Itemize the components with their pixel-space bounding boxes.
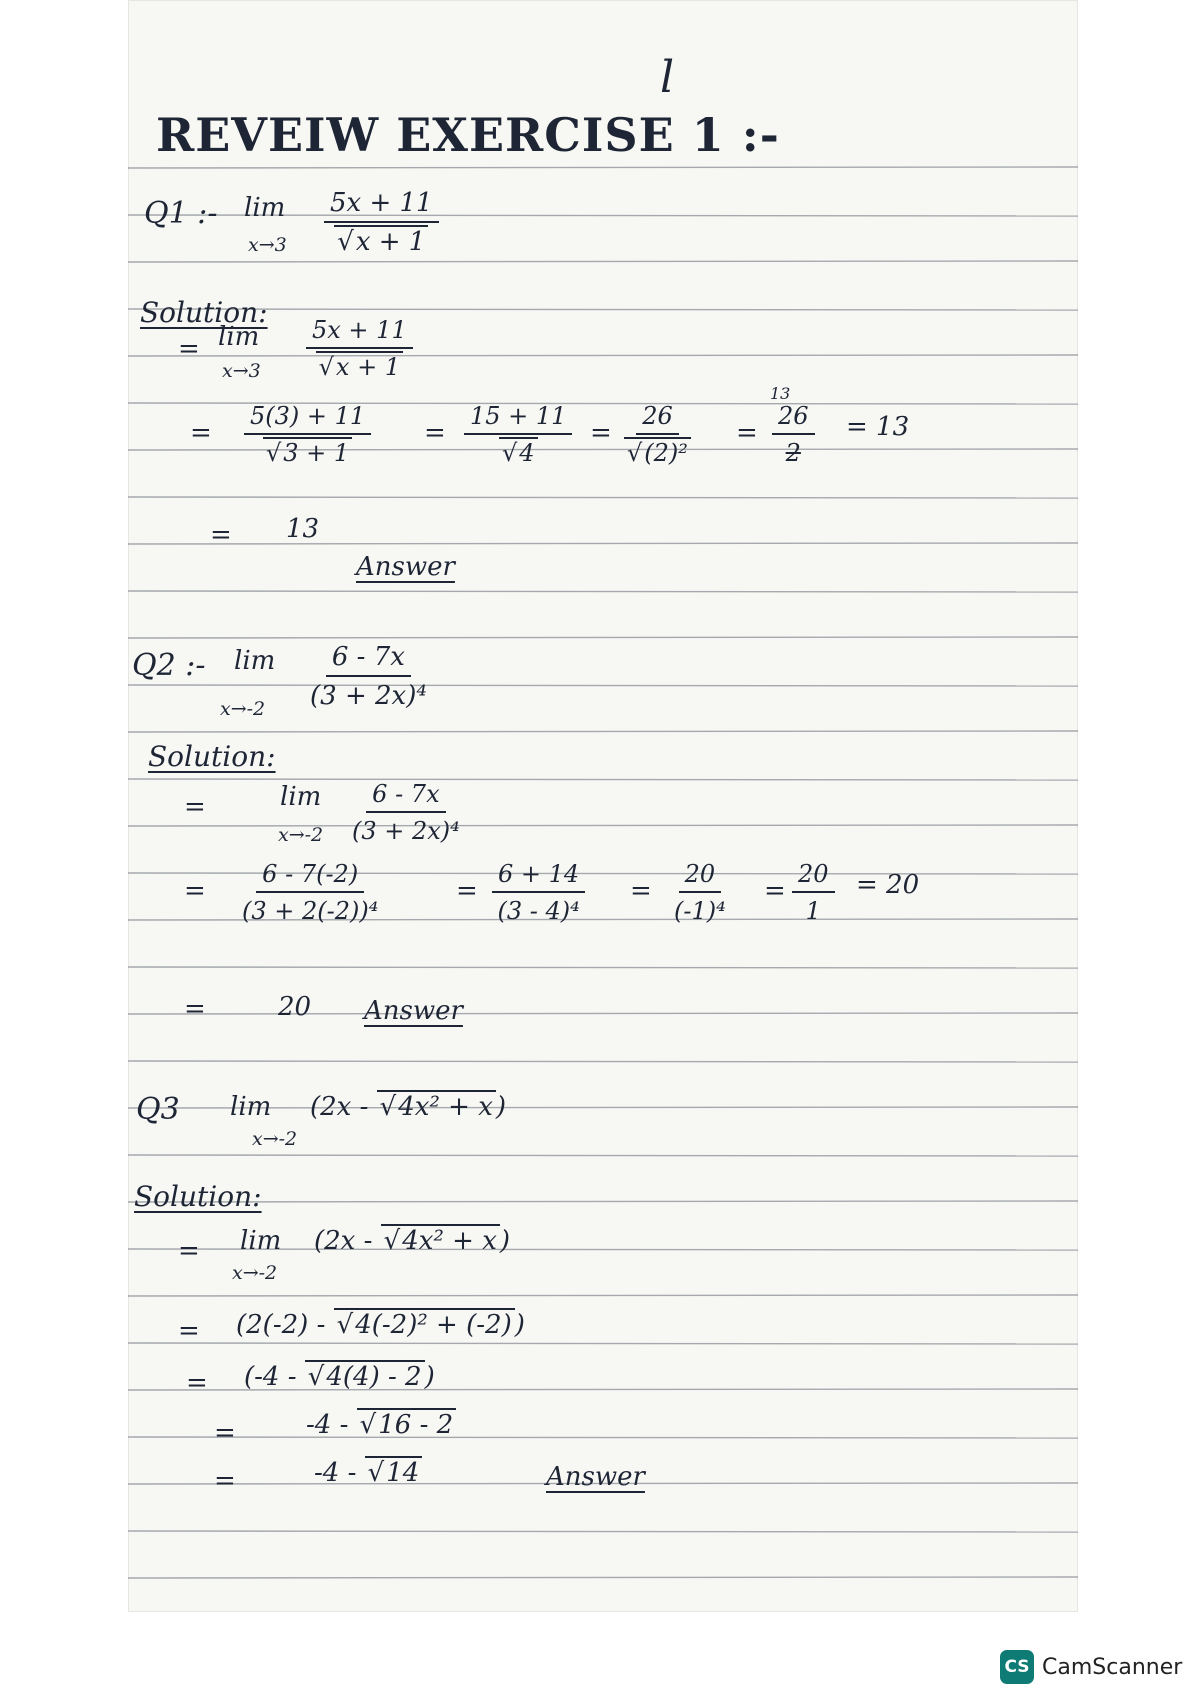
ruled-line <box>128 637 1078 638</box>
page-title: REVEIW EXERCISE 1 :- <box>156 108 780 162</box>
q1-step5-result: = 13 <box>846 412 910 442</box>
q1-step4-radicand: √ (2)² <box>624 437 691 467</box>
q1-solution-label: Solution: <box>140 296 268 329</box>
ruled-line <box>128 591 1078 592</box>
notebook-page <box>128 0 1078 1612</box>
q2-denominator: (3 + 2x)⁴ <box>310 681 427 711</box>
q2-eq-5: = <box>764 876 786 906</box>
q1-step3-numerator: 15 + 11 <box>464 402 572 435</box>
q1-denominator-radicand: √ x + 1 <box>334 225 428 257</box>
q2-eq-1: = <box>184 792 206 822</box>
q1-eq-1: = <box>178 334 200 364</box>
q2-step5-denominator: 1 <box>805 897 821 925</box>
q1-final: 13 <box>286 514 320 544</box>
q2-step1-numerator: 6 - 7x <box>366 780 445 813</box>
corner-mark: l <box>660 52 675 103</box>
ruled-line <box>128 1437 1078 1438</box>
q1-label: Q1 :- <box>144 196 218 231</box>
q3-step4-pre: -4 - <box>306 1410 357 1440</box>
q1-step1-lim: lim <box>218 322 260 352</box>
q2-solution-label: Solution: <box>148 740 276 773</box>
ruled-line <box>128 731 1078 732</box>
q3-step3-expression <box>244 1362 435 1392</box>
q3-step1-post: ) <box>499 1226 511 1256</box>
q3-label: Q3 <box>136 1092 180 1127</box>
q2-fraction <box>310 642 427 711</box>
q3-step2-radicand: √ 4(-2)² + (-2) <box>334 1308 515 1340</box>
q1-approach: x→3 <box>248 234 287 256</box>
q1-step5-fraction <box>772 402 815 467</box>
q2-step3-numerator: 6 + 14 <box>492 860 585 893</box>
q3-step1-pre: (2x - <box>314 1226 381 1256</box>
q3-eq-1: = <box>178 1236 200 1266</box>
q2-step3-denominator: (3 - 4)⁴ <box>497 897 580 925</box>
q1-step3-fraction <box>464 402 572 467</box>
q2-step1-approach: x→-2 <box>278 824 324 846</box>
q3-step3-pre: (-4 - <box>244 1362 305 1392</box>
ruled-line <box>128 1531 1078 1532</box>
q3-expr-pre: (2x - <box>310 1092 377 1122</box>
ruled-line <box>128 967 1078 968</box>
q3-step2-pre: (2(-2) - <box>236 1310 334 1340</box>
q2-eq-4: = <box>630 876 652 906</box>
q1-step5-denominator: 2 <box>785 439 801 467</box>
q3-eq-4: = <box>214 1418 236 1448</box>
q2-step2-fraction <box>242 860 378 925</box>
q2-step5-result: = 20 <box>856 870 920 900</box>
q3-step3-radicand: √ 4(4) - 2 <box>305 1360 425 1392</box>
q1-step4-fraction <box>624 402 691 467</box>
q2-step1-denominator: (3 + 2x)⁴ <box>352 817 460 845</box>
q1-eq-5: = <box>736 418 758 448</box>
ruled-line <box>128 1577 1078 1578</box>
ruled-line <box>128 167 1078 168</box>
q3-approach: x→-2 <box>252 1128 298 1150</box>
q1-step5-numerator: 26 <box>772 402 815 435</box>
q1-fraction <box>324 188 439 257</box>
ruled-line <box>128 685 1078 686</box>
q2-step2-numerator: 6 - 7(-2) <box>256 860 364 893</box>
q1-step2-numerator: 5(3) + 11 <box>244 402 371 435</box>
q3-step1-radicand: √ 4x² + x <box>381 1224 500 1256</box>
q3-step1-approach: x→-2 <box>232 1262 278 1284</box>
q1-lim: lim <box>244 193 286 223</box>
ruled-line <box>128 543 1078 544</box>
q2-step5-fraction <box>792 860 835 925</box>
ruled-line <box>128 497 1078 498</box>
ruled-line <box>128 1201 1078 1202</box>
q2-final: 20 <box>278 992 312 1022</box>
q3-step2-expression <box>236 1310 525 1340</box>
q1-step1-approach: x→3 <box>222 360 261 382</box>
q2-eq-3: = <box>456 876 478 906</box>
q1-step1-fraction <box>306 316 413 381</box>
q2-step4-denominator: (-1)⁴ <box>674 897 726 925</box>
q3-step4-expression <box>306 1410 456 1440</box>
q3-eq-5: = <box>214 1466 236 1496</box>
ruled-line <box>128 1013 1078 1014</box>
q2-answer: Answer <box>364 996 463 1026</box>
ruled-line <box>128 309 1078 310</box>
q2-approach: x→-2 <box>220 698 266 720</box>
q1-eq-2: = <box>190 418 212 448</box>
q3-step4-radicand: √ 16 - 2 <box>357 1408 457 1440</box>
q3-step1-lim: lim <box>240 1226 282 1256</box>
q2-lim: lim <box>234 646 276 676</box>
ruled-line <box>128 261 1078 262</box>
q3-step2-post: ) <box>514 1310 525 1340</box>
q1-eq-4: = <box>590 418 612 448</box>
q2-step1-fraction <box>352 780 460 845</box>
q1-step1-radicand: √ x + 1 <box>316 351 403 381</box>
q1-step5-note: 13 <box>770 384 791 403</box>
q3-solution-label: Solution: <box>134 1180 262 1213</box>
q2-label: Q2 :- <box>132 648 206 683</box>
q1-step1-numerator: 5x + 11 <box>306 316 413 349</box>
q3-answer: Answer <box>546 1462 645 1492</box>
q2-step3-fraction <box>492 860 585 925</box>
q1-step2-fraction <box>244 402 371 467</box>
q2-step4-numerator: 20 <box>679 860 722 893</box>
ruled-line <box>128 825 1078 826</box>
ruled-line <box>128 1343 1078 1344</box>
q1-step2-radicand: √ 3 + 1 <box>263 437 352 467</box>
q1-eq-6: = <box>210 520 232 550</box>
ruled-line <box>128 1155 1078 1156</box>
q1-step3-radicand: √ 4 <box>499 437 538 467</box>
ruled-line <box>128 1061 1078 1062</box>
q2-eq-6: = <box>184 994 206 1024</box>
q2-eq-2: = <box>184 876 206 906</box>
q3-expr-post: ) <box>495 1092 507 1122</box>
q1-step4-numerator: 26 <box>636 402 679 435</box>
camscanner-name: CamScanner <box>1042 1654 1183 1680</box>
ruled-line <box>128 779 1078 780</box>
camscanner-watermark <box>1000 1650 1182 1684</box>
q3-step5-pre: -4 - <box>314 1458 365 1488</box>
camscanner-logo-icon: CS <box>1000 1650 1034 1684</box>
q3-eq-2: = <box>178 1316 200 1346</box>
q3-step3-post: ) <box>424 1362 435 1392</box>
q3-step5-expression <box>314 1458 422 1488</box>
q2-step1-lim: lim <box>280 782 322 812</box>
ruled-line <box>128 1295 1078 1296</box>
ruled-line <box>128 355 1078 356</box>
q2-step5-numerator: 20 <box>792 860 835 893</box>
q2-step4-fraction <box>674 860 726 925</box>
q1-eq-3: = <box>424 418 446 448</box>
q3-eq-3: = <box>186 1368 208 1398</box>
q1-answer: Answer <box>356 552 455 582</box>
q1-numerator: 5x + 11 <box>324 188 439 223</box>
q3-step1-expression <box>314 1226 510 1256</box>
q3-lim: lim <box>230 1092 272 1122</box>
q2-numerator: 6 - 7x <box>326 642 411 677</box>
q3-expr-radicand: √ 4x² + x <box>377 1090 496 1122</box>
q3-expression <box>310 1092 506 1122</box>
q3-step5-radicand: √ 14 <box>365 1456 423 1488</box>
q2-step2-denominator: (3 + 2(-2))⁴ <box>242 897 379 925</box>
